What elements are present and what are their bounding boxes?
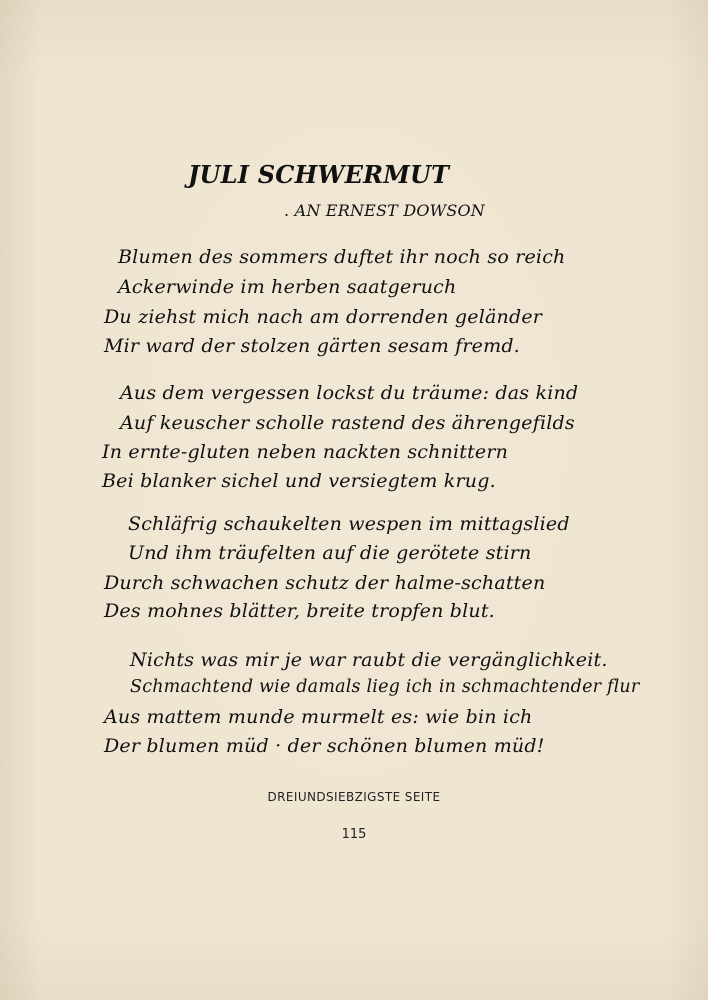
poem-line: Des mohnes blätter, breite tropfen blut. bbox=[104, 600, 495, 622]
page-number: 115 bbox=[341, 827, 367, 842]
poem-line: Der blumen müd · der schönen blumen müd! bbox=[104, 735, 545, 757]
poem-line: In ernte-gluten neben nackten schnittern bbox=[102, 441, 509, 463]
poem-title: JULI SCHWERMUT bbox=[188, 160, 450, 189]
poem-line: Du ziehst mich nach am dorrenden geländer bbox=[104, 306, 543, 328]
poem-line: Aus dem vergessen lockst du träume: das kind bbox=[120, 382, 579, 404]
poem-line: Bei blanker sichel und versiegtem krug. bbox=[102, 470, 496, 492]
poem-line: Durch schwachen schutz der halme-schatten bbox=[104, 572, 546, 594]
poem-line: Aus mattem munde murmelt es: wie bin ich bbox=[104, 706, 533, 728]
poem-line: Schmachtend wie damals lieg ich in schmachtender flur bbox=[130, 677, 640, 697]
poem-line: Blumen des sommers duftet ihr noch so reich bbox=[118, 246, 566, 268]
poem-line: Mir ward der stolzen gärten sesam fremd. bbox=[104, 335, 520, 357]
poem-dedication: . AN ERNEST DOWSON bbox=[284, 201, 486, 220]
poem-line: Und ihm träufelten auf die gerötete stirn bbox=[128, 542, 532, 564]
page-footer: DREIUNDSIEBZIGSTE SEITE bbox=[267, 790, 441, 804]
poem-line: Nichts was mir je war raubt die vergänglichkeit. bbox=[130, 649, 608, 671]
poem-line: Schläfrig schaukelten wespen im mittagslied bbox=[128, 513, 570, 535]
poem-line: Auf keuscher scholle rastend des ährengefilds bbox=[120, 412, 575, 434]
poem-line: Ackerwinde im herben saatgeruch bbox=[118, 276, 457, 298]
